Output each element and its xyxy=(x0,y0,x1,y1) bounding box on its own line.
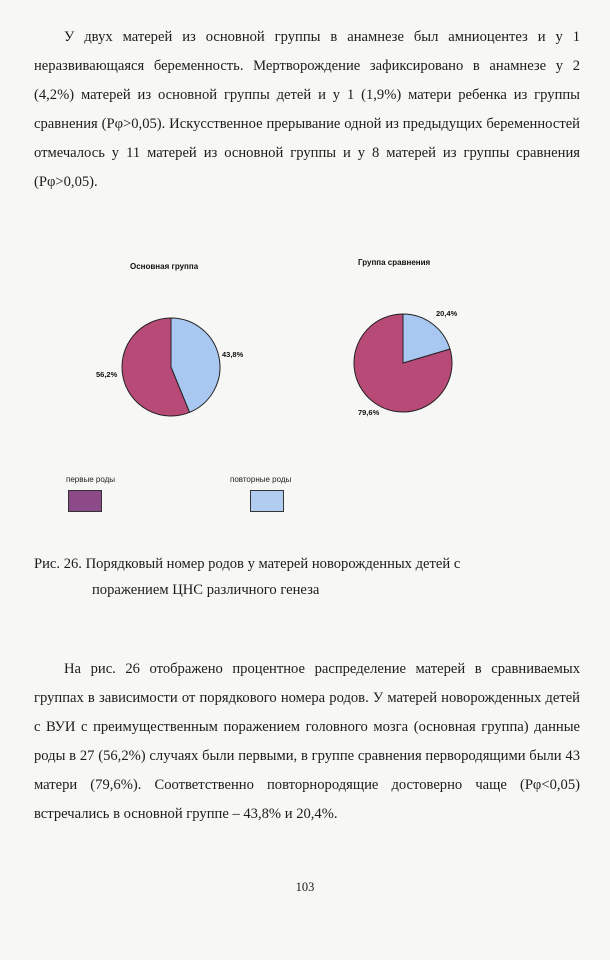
figure-caption xyxy=(34,551,580,603)
legend-label-first-births: первые роды xyxy=(66,475,116,484)
pie-chart-main-group xyxy=(120,316,222,418)
legend-swatch-repeat-births xyxy=(250,490,284,512)
page-number: 103 xyxy=(295,880,315,894)
chart-title-main-group: Основная группа xyxy=(130,262,199,271)
caption-line-1: Рис. 26. Порядковый номер родов у матерей новорожденных детей с xyxy=(34,556,461,572)
legend-label-repeat-births: повторные роды xyxy=(230,475,292,484)
paragraph-top: У двух матерей из основной группы в анамнезе был амниоцентез и у 1 неразвивающаяся беременность. Мертворождение зафиксировано в анамнезе у 2 (4,2%) матерей из основной группы детей и у 1 (1,9%) матери ребенка из группы сравнения (Рφ>0,05). Искусственное прерывание одной из предыдущих беременностей отмечалось у 11 матерей из основной группы и у 8 матерей из группы сравнения (Рφ>0,05). xyxy=(34,28,580,190)
pie-label-main-repeat: 43,8% xyxy=(222,350,244,359)
pie-chart-comparison-group xyxy=(352,312,454,414)
pie-label-comparison-first: 79,6% xyxy=(358,408,380,417)
paragraph-bottom: На рис. 26 отображено процентное распределение матерей в сравниваемых группах в зависимости от порядкового номера родов. У матерей новорожденных детей с ВУИ с преимущественным поражением головного мозга (основная группа) данные роды в 27 (56,2%) случаях были первыми, в группе сравнения первородящими были 43 матери (79,6%). Соответственно повторнородящие достоверно чаще (Рφ<0,05) встречались в основной группе – 43,8% и 20,4%. xyxy=(34,660,580,822)
pie-label-main-first: 56,2% xyxy=(96,370,118,379)
caption-line-2: поражением ЦНС различного генеза xyxy=(92,582,320,598)
legend-swatch-first-births xyxy=(68,490,102,512)
pie-label-comparison-repeat: 20,4% xyxy=(436,309,458,318)
chart-title-comparison-group: Группа сравнения xyxy=(358,258,431,267)
